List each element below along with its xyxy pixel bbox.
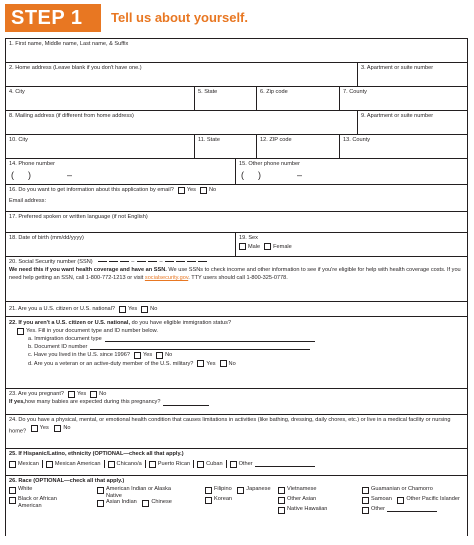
mailing-apt-label: 9. Apartment or suite number <box>361 113 434 119</box>
row-mailing-address <box>6 111 467 135</box>
race-checkbox-samoan[interactable] <box>362 497 369 504</box>
home-apt-field[interactable] <box>357 63 467 86</box>
pregnant-no-checkbox[interactable] <box>90 391 97 398</box>
ssn-blanks[interactable]: – – <box>97 259 209 265</box>
race-option-chinese[interactable]: Chinese <box>142 499 172 507</box>
pregnant-label: 23. Are you pregnant? <box>9 391 65 397</box>
mailing-apt-field[interactable] <box>357 111 467 134</box>
race-checkbox-white[interactable] <box>9 487 16 494</box>
citizen-no-option[interactable]: No <box>141 306 157 313</box>
citizen-label: 21. Are you a U.S. citizen or U.S. national? <box>9 305 116 312</box>
ethnicity-checkbox-mexican-american[interactable] <box>46 461 53 468</box>
mailing-county-field[interactable] <box>339 135 467 158</box>
mailing-state-label: 11. State <box>198 137 220 143</box>
veteran-question: d. Are you a veteran or an active-duty member of the U.S. military? Yes No <box>28 360 236 367</box>
race-checkbox-filipino[interactable] <box>205 487 212 494</box>
veteran-yes-option[interactable]: Yes <box>197 360 215 368</box>
race-checkbox-vietnamese[interactable] <box>278 487 285 494</box>
race-option-white[interactable]: White <box>9 486 32 494</box>
condition-no-checkbox[interactable] <box>54 425 61 432</box>
row-race <box>6 476 467 536</box>
condition-yes-option[interactable]: Yes <box>31 425 49 433</box>
race-checkbox-other-asian[interactable] <box>278 497 285 504</box>
ethnicity-option-puerto-rican[interactable]: Puerto Rican <box>149 461 190 468</box>
race-option-other[interactable]: Other <box>362 506 437 514</box>
race-checkbox-chinese[interactable] <box>142 500 149 507</box>
mailing-zip-label: 12. ZIP code <box>260 137 292 143</box>
immigration-label-bold: 22. If you aren't a U.S. citizen or U.S. national, <box>9 320 131 326</box>
race-checkbox-korean[interactable] <box>205 497 212 504</box>
phone-dash: – <box>67 170 73 181</box>
immigration-yes-checkbox[interactable] <box>17 328 24 335</box>
sex-field <box>235 233 467 256</box>
race-col-1 <box>9 486 97 516</box>
sex-female-checkbox[interactable] <box>264 243 271 250</box>
home-address-field[interactable] <box>6 63 357 86</box>
veteran-no-checkbox[interactable] <box>220 360 227 367</box>
ethnicity-label: 25. If Hispanic/Latino, ethnicity (OPTIONAL—check all that apply.) <box>9 451 184 457</box>
row-phones <box>6 159 467 185</box>
race-option-filipino[interactable]: Filipino <box>205 486 232 494</box>
race-question <box>6 476 474 536</box>
email-yes-option[interactable]: Yes <box>178 187 196 194</box>
row-citizen <box>6 302 467 317</box>
home-city-field[interactable] <box>6 87 194 110</box>
race-checkbox-guamanian[interactable] <box>362 487 369 494</box>
row-dob-sex <box>6 233 467 257</box>
mailing-city-field[interactable] <box>6 135 194 158</box>
lived-yes-option[interactable]: Yes <box>134 351 152 359</box>
personal-info-form <box>5 38 468 536</box>
race-option-korean[interactable]: Korean <box>205 496 232 504</box>
mailing-state-field[interactable] <box>194 135 256 158</box>
ethnicity-option-chicano[interactable]: Chicano/a <box>108 461 142 468</box>
ethnicity-checkbox-cuban[interactable] <box>197 461 204 468</box>
race-other-line[interactable] <box>387 506 437 512</box>
pregnant-no-option[interactable]: No <box>90 391 106 399</box>
row-ethnicity <box>6 449 467 476</box>
race-option-samoan[interactable]: Samoan <box>362 496 392 504</box>
other-phone-paren-open: ( <box>241 170 244 181</box>
condition-no-option[interactable]: No <box>54 425 70 433</box>
citizen-yes-checkbox[interactable] <box>119 306 126 313</box>
row-name <box>6 39 467 63</box>
email-no-option[interactable]: No <box>200 187 216 194</box>
other-phone-paren-close: ) <box>258 170 261 181</box>
phone-field[interactable] <box>6 159 235 184</box>
home-address-label: 2. Home address (Leave blank if you don't have one.) <box>9 65 142 71</box>
ssn-note <box>9 267 464 282</box>
home-county-field[interactable] <box>339 87 467 110</box>
immigration-doc-id[interactable]: b. Document ID number <box>9 343 464 351</box>
lived-no-checkbox[interactable] <box>156 352 163 359</box>
lived-no-option[interactable]: No <box>156 351 172 359</box>
ssn-field[interactable] <box>6 257 467 301</box>
condition-yes-checkbox[interactable] <box>31 425 38 432</box>
immigration-doc-type[interactable]: a. Immigration document type <box>9 335 464 343</box>
dob-label: 18. Date of birth (mm/dd/yyyy) <box>9 235 84 241</box>
email-no-checkbox[interactable] <box>200 187 207 194</box>
ethnicity-question <box>6 449 467 475</box>
step-title: Tell us about yourself. <box>111 9 249 25</box>
home-apt-label: 3. Apartment or suite number <box>361 65 434 71</box>
race-col-5 <box>362 486 472 516</box>
socialsecurity-link[interactable]: socialsecurity.gov <box>144 274 189 281</box>
language-field[interactable] <box>6 212 467 232</box>
race-checkbox-other[interactable] <box>362 507 369 514</box>
race-checkbox-native-hawaiian[interactable] <box>278 507 285 514</box>
race-option-japanese[interactable]: Japanese <box>237 486 270 494</box>
health-condition-label: 24. Do you have a physical, mental, or emotional health condition that causes limitations in activities (like bathing, dressing, daily chores, etc.) or live in a medical facility or nursing home? <box>9 417 451 435</box>
health-condition-question <box>6 415 467 448</box>
ssn-note-tty: . TTY users should call 1-800-325-0778. <box>188 274 288 281</box>
ethnicity-option-cuban[interactable]: Cuban <box>197 461 222 468</box>
ethnicity-option-mexican-american[interactable]: Mexican American <box>46 461 101 468</box>
veteran-yes-checkbox[interactable] <box>197 360 204 367</box>
language-label: 17. Preferred spoken or written language (if not English) <box>9 214 148 220</box>
home-city-label: 4. City <box>9 89 25 95</box>
name-field[interactable] <box>6 39 467 62</box>
race-col-4 <box>278 486 362 516</box>
row-language <box>6 212 467 233</box>
row-immigration <box>6 317 467 389</box>
row-mailing-city <box>6 135 467 159</box>
other-phone-dash: – <box>297 170 303 181</box>
phone-format <box>9 170 232 180</box>
immigration-question <box>6 317 467 388</box>
mailing-address-label: 8. Mailing address (if different from home address) <box>9 113 134 119</box>
mailing-address-field[interactable] <box>6 111 357 134</box>
other-phone-field[interactable] <box>235 159 467 184</box>
ethnicity-checkbox-puerto-rican[interactable] <box>149 461 156 468</box>
race-label: 26. Race (OPTIONAL—check all that apply.) <box>9 478 125 484</box>
phone-paren-open: ( <box>11 170 14 181</box>
race-col-3 <box>205 486 278 516</box>
name-label: 1. First name, Middle name, Last name, & Suffix <box>9 41 129 47</box>
race-checkbox-other-pacific-islander[interactable] <box>397 497 404 504</box>
race-option-black[interactable]: Black or African American <box>9 496 78 509</box>
ssn-label: 20. Social Security number (SSN) <box>9 259 93 265</box>
row-ssn <box>6 257 467 302</box>
home-county-label: 7. County <box>343 89 367 95</box>
race-checkbox-american-indian[interactable] <box>97 487 104 494</box>
pregnant-question <box>6 389 467 414</box>
ethnicity-checkbox-other[interactable] <box>230 461 237 468</box>
ethnicity-checkbox-mexican[interactable] <box>9 461 16 468</box>
step-header <box>5 3 468 33</box>
race-option-other-asian[interactable]: Other Asian <box>278 496 316 504</box>
mailing-city-label: 10. City <box>9 137 28 143</box>
ethnicity-option-mexican[interactable]: Mexican <box>9 461 39 468</box>
race-option-asian-indian[interactable]: Asian Indian <box>97 499 137 507</box>
race-option-native-hawaiian[interactable]: Native Hawaiian <box>278 506 327 514</box>
home-state-field[interactable] <box>194 87 256 110</box>
pregnant-yes-checkbox[interactable] <box>68 391 75 398</box>
row-health-condition <box>6 415 467 449</box>
email-question <box>6 185 467 211</box>
immigration-label-text: do you have eligible immigration status? <box>130 320 232 326</box>
babies-expected[interactable]: If yes, how many babies are expected during this pregnancy? <box>9 399 464 407</box>
home-state-label: 5. State <box>198 89 218 95</box>
race-option-vietnamese[interactable]: Vietnamese <box>278 486 316 494</box>
step-badge: STEP 1 <box>5 4 101 32</box>
home-zip-label: 6. Zip code <box>260 89 288 95</box>
lived-yes-checkbox[interactable] <box>134 352 141 359</box>
pregnant-yes-option[interactable]: Yes <box>68 391 86 399</box>
mailing-county-label: 13. County <box>343 137 371 143</box>
race-col-2 <box>97 486 205 516</box>
phone-label: 14. Phone number <box>9 161 56 167</box>
race-option-guamanian[interactable]: Guamanian or Chamorro <box>362 486 433 494</box>
citizen-no-checkbox[interactable] <box>141 306 148 313</box>
race-option-other-pacific-islander[interactable]: Other Pacific Islander <box>397 496 459 504</box>
row-home-city <box>6 87 467 111</box>
other-phone-format <box>239 170 464 180</box>
race-checkbox-asian-indian[interactable] <box>97 500 104 507</box>
email-address-line[interactable] <box>9 198 464 204</box>
row-pregnant <box>6 389 467 415</box>
email-yes-checkbox[interactable] <box>178 187 185 194</box>
row-email <box>6 185 467 212</box>
sex-male-option[interactable]: Male <box>239 243 260 250</box>
race-checkbox-black[interactable] <box>9 497 16 504</box>
ethnicity-other-line[interactable] <box>255 461 315 467</box>
lived-since-1996: c. Have you lived in the U.S. since 1996? Yes No <box>28 352 173 359</box>
sex-male-checkbox[interactable] <box>239 243 246 250</box>
ssn-note-text: We use SSNs to check income and other information to see if you're eligible for help with health coverage costs. If you need help getting an SSN, call 1-800-772-1213 or visit <box>9 267 461 281</box>
email-address-label: Email address: <box>9 198 46 204</box>
citizen-question <box>6 302 467 316</box>
ssn-note-bold: We need this if you want health coverage and have an SSN. <box>9 267 167 274</box>
ethnicity-option-other[interactable]: Other <box>230 461 253 468</box>
race-checkbox-japanese[interactable] <box>237 487 244 494</box>
mailing-zip-field[interactable] <box>256 135 339 158</box>
immigration-yes-option[interactable]: Yes. Fill in your document type and ID number below. <box>17 327 158 335</box>
home-zip-field[interactable] <box>256 87 339 110</box>
phone-paren-close: ) <box>28 170 31 181</box>
other-phone-label: 15. Other phone number <box>239 161 300 167</box>
sex-female-option[interactable]: Female <box>264 243 292 250</box>
veteran-no-option[interactable]: No <box>220 360 236 368</box>
dob-field[interactable] <box>6 233 235 256</box>
ethnicity-checkbox-chicano[interactable] <box>108 461 115 468</box>
sex-label: 19. Sex <box>239 235 258 241</box>
race-option-american-indian[interactable]: American Indian or Alaska Native <box>97 486 186 499</box>
email-question-label: 16. Do you want to get information about this application by email? <box>9 187 174 194</box>
race-options <box>9 486 472 516</box>
citizen-yes-option[interactable]: Yes <box>119 306 137 313</box>
row-home-address <box>6 63 467 87</box>
